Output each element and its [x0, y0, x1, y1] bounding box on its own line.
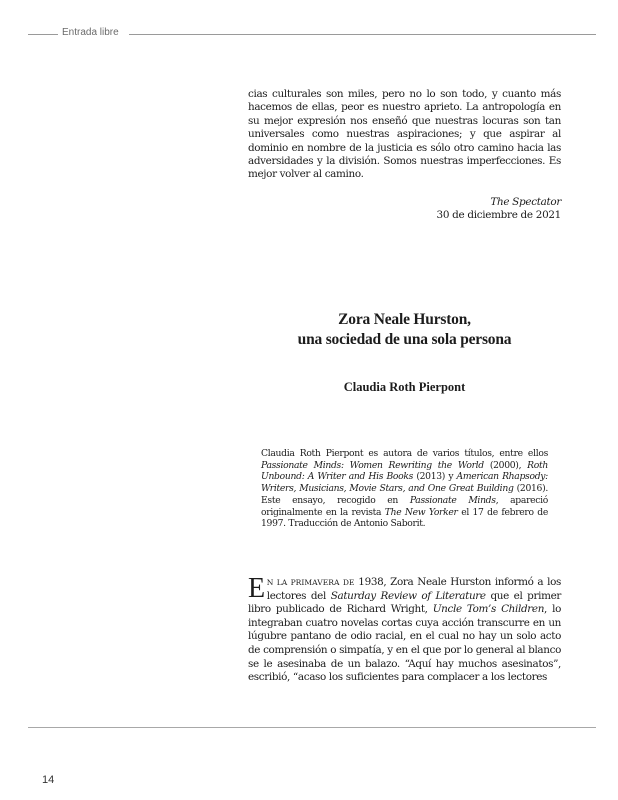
closing-paragraph: cias culturales son miles, pero no lo son todo, y cuanto más hacemos de ellas, peor es nuestro aprieto. La antropología en su mejor expresión nos enseñó que nuestras locuras son tan universales como nuestras aspiraciones; y que aspirar al dominio en nombre de la justicia es sólo otro camino hacia las adversidades y la división. Somos nuestras imperfecciones. Es mejor volver al camino.	[248, 88, 561, 181]
body-text: que el primer libro publicado de Richard Wright,	[248, 589, 561, 616]
source-publication: The Spectator	[490, 196, 561, 208]
article-title	[248, 310, 561, 350]
bio-text: (2000),	[483, 459, 528, 471]
bio-text: (2013) y	[413, 471, 457, 483]
drop-cap: E	[248, 573, 265, 604]
article-title-line-1: Zora Neale Hurston,	[338, 311, 471, 328]
bio-text: Claudia Roth Pierpont es autora de varios títulos, entre ellos	[261, 448, 548, 459]
article-title-line-2: una sociedad de una sola persona	[297, 331, 512, 348]
article-author: Claudia Roth Pierpont	[343, 380, 466, 394]
bio-book-title: Passionate Minds	[409, 494, 496, 506]
opening-small-caps: N LA PRIMAVERA DE	[266, 578, 355, 587]
bio-text: (2016). Este ensayo, recogido en	[261, 483, 548, 506]
bio-book-title: American Rhapsody: Writers, Musicians, Movie Stars, and One Great Building	[261, 471, 548, 495]
publication-title: Saturday Review of Literature	[330, 589, 486, 602]
running-head	[0, 25, 618, 45]
author-bio	[261, 448, 548, 530]
page-number: 14	[42, 774, 55, 786]
source-date: 30 de diciembre de 2021	[436, 209, 561, 221]
bio-book-title: Roth Unbound: A Writer and His Books	[261, 459, 548, 483]
bio-book-title: Passionate Minds: Women Rewriting the World	[261, 459, 484, 471]
previous-essay-ending	[248, 88, 561, 228]
body-text: 1938, Zora Neale Hurston informó a los lectores del	[266, 576, 561, 602]
bio-magazine-title: The New Yorker	[384, 506, 458, 518]
bio-text: el 17 de febrero de 1997. Traducción de Antonio Saborit.	[261, 506, 548, 530]
body-text: , lo integraban cuatro novelas cortas cuya acción transcurre en un lúgubre pantano de odio racial, en el cual no hay un solo acto de comprensión o simpatía, y en el que por lo general al blanco se le asesinaba de un balazo. “Aquí hay muchos asesinatos”, escribió, “acaso los suficientes para complacer a los lectores	[248, 603, 561, 684]
bio-text: , apareció originalmente en la revista	[261, 494, 549, 518]
running-head-rule-right	[129, 34, 596, 35]
footer-rule	[28, 727, 596, 728]
book-title: Uncle Tom’s Children	[432, 603, 545, 616]
running-head-rule-left	[28, 34, 58, 35]
section-label: Entrada libre	[62, 27, 119, 38]
article-opening-paragraph	[248, 573, 561, 685]
